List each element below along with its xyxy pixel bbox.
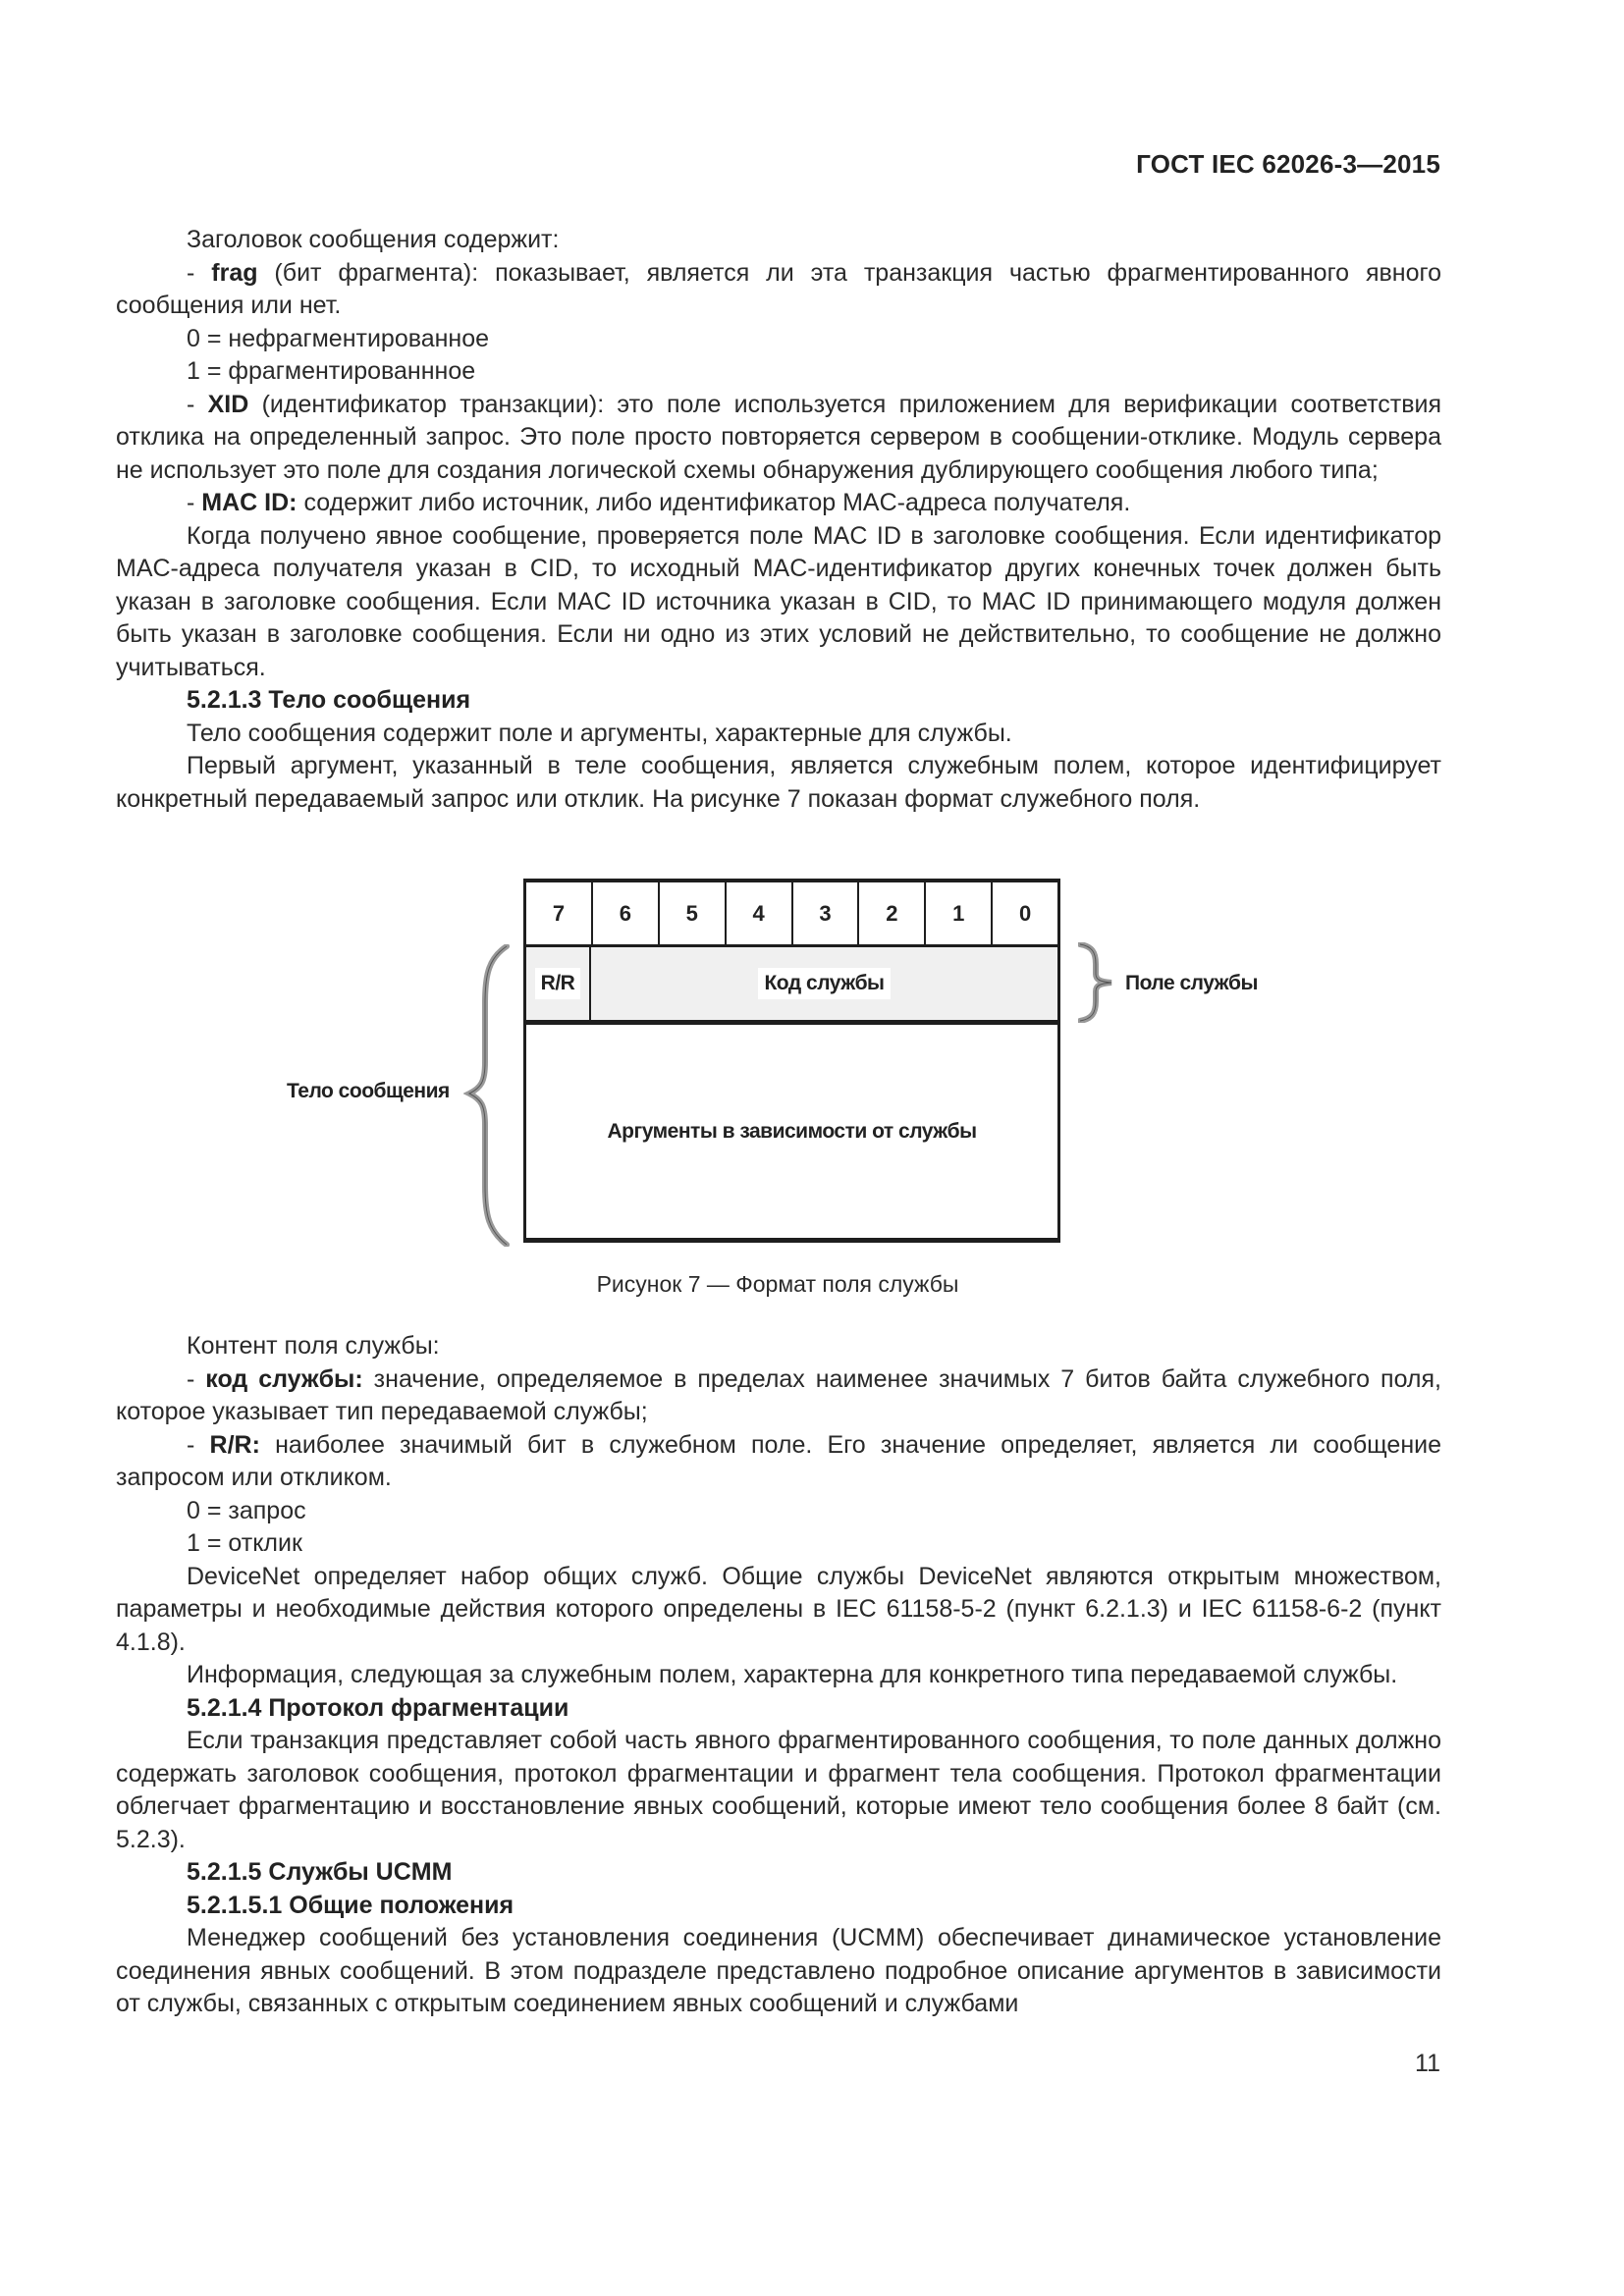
term-rr: R/R: [209, 1430, 260, 1459]
paragraph: Контент поля службы: [187, 1332, 440, 1360]
term-mac-id: MAC ID: [201, 489, 298, 516]
bit-cell: 5 [660, 882, 727, 944]
term-xid-desc: (идентификатор транзакции): это поле используется приложением для верификации соответствия отклика на определенный запрос. Это поле просто повторяется сервером в сообщении-отклике. Модуль сервера не использует это поле для создания логической схемы обнаружения дублирующего сообщения любого типа; [116, 390, 1441, 484]
text-block-header-fields [116, 224, 1441, 816]
list-item-frag: - frag (бит фрагмента): показывает, является ли эта транзакция частью фрагментированного явного сообщения или нет. [116, 258, 1441, 319]
text-block-service-field [116, 1330, 1441, 2021]
document-designation: ГОСТ IEC 62026-3—2015 [1136, 149, 1440, 179]
bit-cell: 2 [859, 882, 926, 944]
paragraph: Когда получено явное сообщение, проверяется поле MAC ID в заголовке сообщения. Если идентификатор MAC-адреса получателя указан в CID, то исходный MAC-идентификатор других конечных точек должен быть указан в заголовке сообщения. Если MAC ID источника указан в CID, то MAC ID принимающего модуля должен быть указан в заголовке сообщения. Если ни одно из этих условий не действительно, то сообщение не должно учитываться. [116, 521, 1441, 681]
term-frag-desc: (бит фрагмента): показывает, является ли эта транзакция частью фрагментированного явного сообщения или нет. [116, 258, 1441, 319]
service-field-row [526, 944, 1057, 1025]
paragraph: Если транзакция представляет собой часть явного фрагментированного сообщения, то поле данных должно содержать заголовок сообщения, протокол фрагментации и фрагмент тела сообщения. Протокол фрагментации облегчает фрагментацию и восстановление явных сообщений, которые имеют тело сообщения более 8 байт (см. 5.2.3). [116, 1727, 1441, 1853]
bit-cell: 4 [727, 882, 793, 944]
service-field-diagram [523, 879, 1060, 1243]
section-heading-5-2-1-4: 5.2.1.4 Протокол фрагментации [187, 1693, 569, 1722]
service-field-label: Поле службы [1125, 972, 1258, 994]
value-line: 1 = фрагментированнное [187, 357, 476, 385]
list-item-mac-id: - MAC ID: содержит либо источник, либо идентификатор MAC-адреса получателя. [187, 489, 1131, 516]
paragraph: Менеджер сообщений без установления соединения (UCMM) обеспечивает динамическое установление соединения явных сообщений. В этом подразделе представлено подробное описание аргументов в зависимости от службы, связанных с открытым соединением явных сообщений и службами [116, 1924, 1441, 2017]
left-curly-brace-icon [463, 944, 513, 1247]
page-number: 11 [1415, 2050, 1440, 2077]
paragraph: Заголовок сообщения содержит: [187, 226, 560, 253]
paragraph: DeviceNet определяет набор общих служб. Общие службы DeviceNet являются открытым множеством, параметры и необходимые действия которого определены в IEC 61158-5-2 (пункт 6.2.1.3) и IEC 61158-6-2 (пункт 4.1.8). [116, 1562, 1441, 1656]
section-heading-5-2-1-3: 5.2.1.3 Тело сообщения [187, 686, 471, 714]
bit-cell: 3 [793, 882, 860, 944]
rr-bit-cell [526, 947, 591, 1020]
paragraph: Тело сообщения содержит поле и аргументы, характерные для службы. [187, 719, 1012, 747]
bit-number-row [526, 882, 1057, 944]
term-frag: frag [211, 258, 258, 287]
list-item-service-code: - код службы: значение, определяемое в пределах наименее значимых 7 битов байта служебного поля, которое указывает тип передаваемой службы; [116, 1364, 1441, 1425]
value-line: 0 = нефрагментированное [187, 324, 490, 352]
value-line: 0 = запрос [187, 1496, 306, 1524]
arguments-label: Аргументы в зависимости от службы [607, 1119, 977, 1143]
message-body-label: Тело сообщения [287, 1080, 450, 1102]
bit-cell: 6 [593, 882, 660, 944]
paragraph: Первый аргумент, указанный в теле сообщения, является служебным полем, которое идентифицирует конкретный передаваемый запрос или отклик. На рисунке 7 показан формат служебного поля. [116, 752, 1441, 813]
rr-label: R/R [535, 968, 581, 999]
arguments-area [526, 1025, 1057, 1238]
list-item-rr: - R/R: наиболее значимый бит в служебном поле. Его значение определяет, является ли сообщение запросом или откликом. [116, 1430, 1442, 1491]
service-code-cell [591, 947, 1057, 1020]
list-item-xid: - XID (идентификатор транзакции): это поле используется приложением для верификации соответствия отклика на определенный запрос. Это поле просто повторяется сервером в сообщении-отклике. Модуль сервера не использует это поле для создания логической схемы обнаружения дублирующего сообщения любого типа; [116, 390, 1441, 484]
value-line: 1 = отклик [187, 1529, 302, 1557]
term-service-code-desc: значение, определяемое в пределах наименее значимых 7 битов байта служебного поля, которое указывает тип передаваемой службы; [116, 1364, 1441, 1425]
right-curly-brace-icon [1078, 942, 1117, 1023]
bit-cell: 7 [526, 882, 593, 944]
bit-cell: 1 [926, 882, 993, 944]
term-rr-desc: наиболее значимый бит в служебном поле. Его значение определяет, является ли сообщение запросом или откликом. [116, 1430, 1442, 1491]
term-mac-id-desc: содержит либо источник, либо идентификатор MAC-адреса получателя. [297, 489, 1131, 516]
term-service-code: код службы: [205, 1364, 363, 1393]
figure-caption: Рисунок 7 — Формат поля службы [596, 1271, 959, 1297]
bit-cell: 0 [1018, 900, 1032, 926]
term-xid: XID [207, 390, 249, 418]
section-heading-5-2-1-5-1: 5.2.1.5.1 Общие положения [187, 1891, 514, 1919]
paragraph: Информация, следующая за служебным полем, характерна для конкретного типа передаваемой службы. [187, 1661, 1398, 1688]
section-heading-5-2-1-5: 5.2.1.5 Службы UCMM [187, 1858, 453, 1886]
service-code-label: Код службы [758, 968, 890, 999]
